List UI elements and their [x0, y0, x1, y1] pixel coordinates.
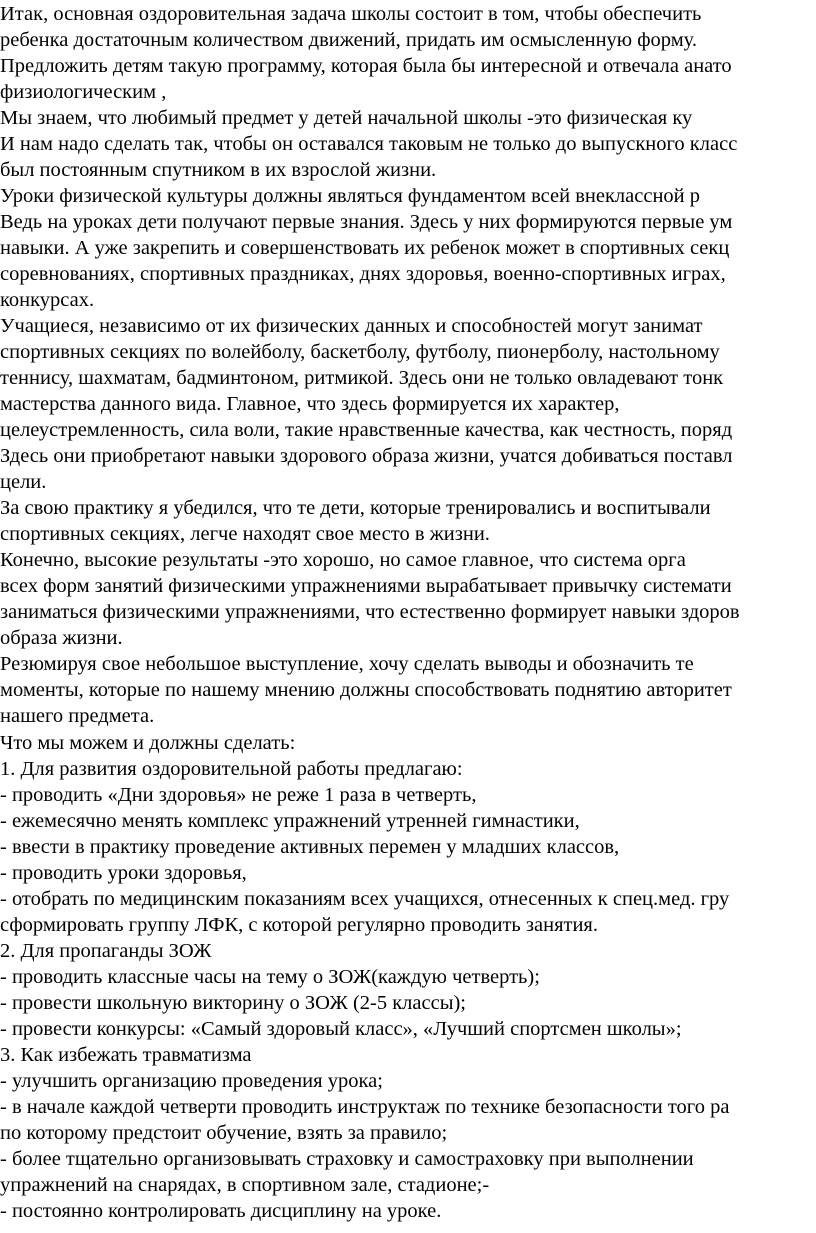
text-line: сформировать группу ЛФК, с которой регулярно проводить занятия.: [0, 914, 598, 936]
text-line: - проводить классные часы на тему о ЗОЖ(каждую четверть);: [0, 966, 540, 988]
text-line: Мы знаем, что любимый предмет у детей начальной школы -это физическая ку: [0, 107, 693, 129]
text-line: нашего предмета.: [0, 705, 155, 727]
text-line: Резюмируя свое небольшое выступление, хочу сделать выводы и обозначить те: [0, 653, 694, 675]
text-line: Что мы можем и должны сделать:: [0, 732, 296, 754]
text-line: цели.: [0, 471, 47, 493]
text-line: навыки. А уже закрепить и совершенствовать их ребенок может в спортивных секц: [0, 237, 730, 259]
text-line: был постоянным спутником в их взрослой жизни.: [0, 159, 437, 181]
text-line: И нам надо сделать так, чтобы он оставался таковым не только до выпускного класс: [0, 133, 738, 155]
text-line: 2. Для пропаганды ЗОЖ: [0, 940, 212, 962]
text-line: теннису, шахматам, бадминтоном, ритмикой. Здесь они не только овладевают тонк: [0, 367, 724, 389]
text-line: Уроки физической культуры должны являться фундаментом всей внеклассной р: [0, 185, 701, 207]
text-line: конкурсах.: [0, 289, 95, 311]
text-line: 3. Как избежать травматизма: [0, 1044, 252, 1066]
text-line: образа жизни.: [0, 627, 123, 649]
text-line: 1. Для развития оздоровительной работы предлагаю:: [0, 758, 463, 780]
text-line: - постоянно контролировать дисциплину на уроке.: [0, 1200, 442, 1222]
text-line: - ежемесячно менять комплекс упражнений утренней гимнастики,: [0, 810, 580, 832]
text-line: по которому предстоит обучение, взять за правило;: [0, 1122, 448, 1144]
text-line: упражнений на снарядах, в спортивном зале, стадионе;-: [0, 1174, 490, 1196]
text-line: За свою практику я убедился, что те дети, которые тренировались и воспитывали: [0, 497, 711, 519]
text-line: заниматься физическими упражнениями, что естественно формирует навыки здоров: [0, 601, 740, 623]
text-line: - провести школьную викторину о ЗОЖ (2-5 классы);: [0, 992, 467, 1014]
text-line: мастерства данного вида. Главное, что здесь формируется их характер,: [0, 393, 620, 415]
text-line: - ввести в практику проведение активных перемен у младших классов,: [0, 836, 620, 858]
text-line: спортивных секциях, легче находят свое место в жизни.: [0, 523, 490, 545]
text-line: - улучшить организацию проведения урока;: [0, 1070, 383, 1092]
text-line: - отобрать по медицинским показаниям всех учащихся, отнесенных к спец.мед. гру: [0, 888, 730, 910]
text-line: спортивных секциях по волейболу, баскетболу, футболу, пионерболу, настольному: [0, 341, 720, 363]
text-line: целеустремленность, сила воли, такие нравственные качества, как честность, поряд: [0, 419, 733, 441]
text-line: ребенка достаточным количеством движений, придать им осмысленную форму.: [0, 29, 698, 51]
text-line: - более тщательно организовывать страховку и самостраховку при выполнении: [0, 1148, 694, 1170]
text-line: Итак, основная оздоровительная задача школы состоит в том, чтобы обеспечить: [0, 3, 702, 25]
text-line: Здесь они приобретают навыки здорового образа жизни, учатся добиваться поставл: [0, 445, 733, 467]
text-line: - в начале каждой четверти проводить инструктаж по технике безопасности того ра: [0, 1096, 730, 1118]
text-line: Конечно, высокие результаты -это хорошо, но самое главное, что система орга: [0, 549, 686, 571]
text-line: - проводить «Дни здоровья» не реже 1 раза в четверть,: [0, 784, 477, 806]
text-line: соревнованиях, спортивных праздниках, днях здоровья, военно-спортивных играх,: [0, 263, 726, 285]
text-line: физиологическим ,: [0, 81, 167, 103]
text-line: Учащиеся, независимо от их физических данных и способностей могут занимат: [0, 315, 703, 337]
text-line: Ведь на уроках дети получают первые знания. Здесь у них формируются первые ум: [0, 211, 733, 233]
text-line: - проводить уроки здоровья,: [0, 862, 247, 884]
text-line: Предложить детям такую программу, которая была бы интересной и отвечала анато: [0, 55, 732, 77]
text-line: - провести конкурсы: «Самый здоровый класс», «Лучший спортсмен школы»;: [0, 1018, 682, 1040]
text-line: всех форм занятий физическими упражнениями вырабатывает привычку системати: [0, 575, 732, 597]
text-line: моменты, которые по нашему мнению должны способствовать поднятию авторитет: [0, 679, 732, 701]
